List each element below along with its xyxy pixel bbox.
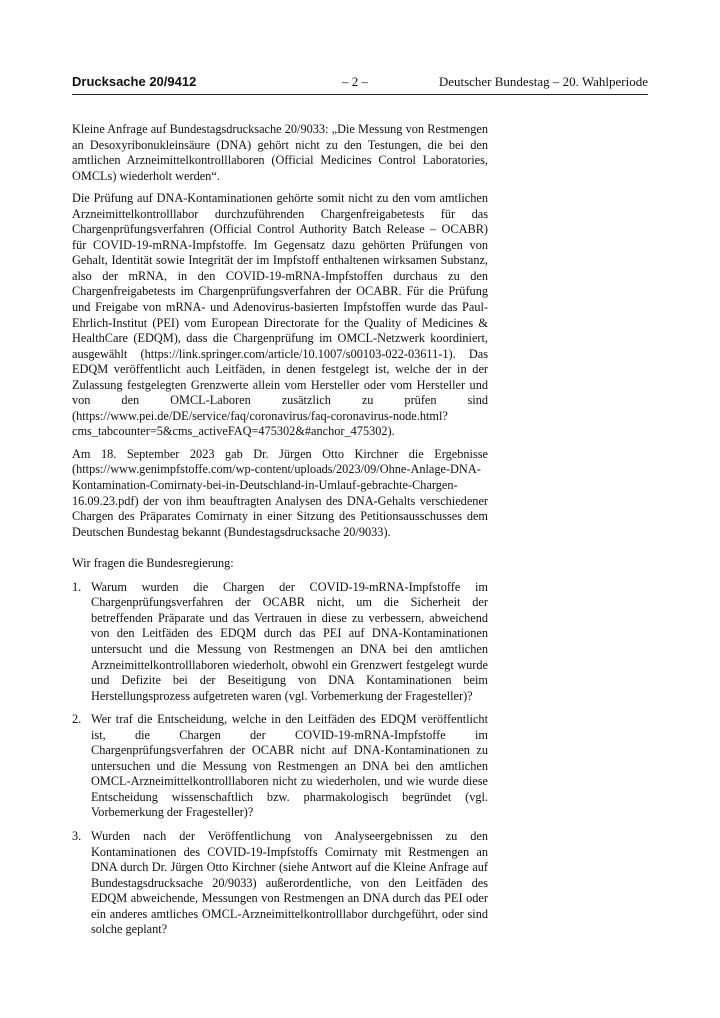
page-number: – 2 – [342,74,368,89]
question-list [72,580,488,938]
question-item [72,829,488,938]
question-number: 3. [72,828,82,843]
question-item [72,712,488,821]
page-header [72,74,648,95]
questions-intro: Wir fragen die Bundesregierung: [72,556,234,571]
document-id: Drucksache 20/9412 [72,74,197,89]
dna-testing-paragraph: Die Prüfung auf DNA-Kontaminationen gehörte somit nicht zu den vom amtlichen Arzneimittelkontrolllabor durchzuführenden Chargenfreigabetests für das Chargenprüfungsverfahren (Official Control Authority Batch Release – OCABR) für COVID-19-mRNA-Impfstoffe. Im Gegensatz dazu gehörten Prüfungen von Gehalt, Identität sowie Integrität der im Impfstoff enthaltenen wirksamen Substanz, also der mRNA, in den COVID-19-mRNA-Impfstoffen durchaus zu den Chargenfreigabetests im Chargenprüfungsverfahren der OCABR. Für die Prüfung und Freigabe von mRNA- und Adenovirus-basierten Impfstoffen wurde das Paul-Ehrlich-Institut (PEI) vom European Directorate for the Quality of Medicines & HealthCare (EDQM), dass die Chargenprüfung im OMCL-Netzwerk koordiniert, ausgewählt (https://link.springer.com/article/10.1007/s00103-022-03611-1). Das EDQM veröffentlicht auch Leitfäden, in denen festgelegt ist, welche der in der Zulassung festgelegten Grenzwerte allein vom Hersteller oder vom Hersteller und von den OMCL-Laboren zusätzlich zu prüfen sind (https://www.pei.de/DE/service/faq/coronavirus/faq-coronavirus-node.html?cms_tabcounter=5&cms_activeFAQ=475302&#anchor_475302). [72,191,488,439]
kirchner-results-paragraph: Am 18. September 2023 gab Dr. Jürgen Otto Kirchner die Ergebnisse (https://www.genimpfstoffe.com/wp-content/uploads/2023/09/Ohne-Anlage-DNA-Kontamination-Comirnaty-bei-in-Deutschland-in-Umlauf-gebrachte-Chargen-16.09.23.pdf) der von ihm beauftragten Analysen des DNA-Gehalts verschiedener Chargen des Präparates Comirnaty in einer Sitzung des Petitionsausschusses dem Deutschen Bundestag bekannt (Bundestagsdrucksache 20/9033). [72,446,488,539]
question-text: Wer traf die Entscheidung, welche in den Leitfäden des EDQM veröffentlicht ist, die Chargen der COVID-19-mRNA-Impfstoffe im Chargenprüfungsverfahren der OCABR nicht auf DNA-Kontaminationen zu untersuchen und die Messung von Restmengen an DNA bei den amtlichen OMCL-Arzneimittelkontrolllaboren nicht zu wiederholen, und wie wurde diese Entscheidung wissenschaftlich bzw. pharmakologisch begründet (vgl. Vorbemerkung der Fragesteller)? [91,712,488,820]
question-number: 1. [72,579,82,594]
question-item [72,580,488,704]
question-text: Wurden nach der Veröffentlichung von Analyseergebnissen zu den Kontaminationen des COVID-19-Impfstoffs Comirnaty mit Restmengen an DNA durch Dr. Jürgen Otto Kirchner (siehe Antwort auf die Kleine Anfrage auf Bundestagsdrucksache 20/9033) außerordentliche, von den Leitfäden des EDQM abweichende, Messungen von Restmengen an DNA durch das PEI oder ein anderes amtliches OMCL-Arzneimittelkontrolllabor durchgeführt, oder sind solche geplant? [91,828,488,937]
question-text: Warum wurden die Chargen der COVID-19-mRNA-Impfstoffe im Chargenprüfungsverfahren der OCABR nicht, um die Sicherheit der betreffenden Präparate und das Vertrauen in diese zu verbessern, abweichend von den Leitfäden des EDQM durch das PEI auf DNA-Kontaminationen untersucht und die Messung von Restmengen an DNA bei den amtlichen Arzneimittelkontrolllaboren wiederholt, obwohl ein Grenzwert festgelegt wurde und Defizite bei der Beseitigung von DNA Kontaminationen beim Herstellungsprozess aufgetreten waren (vgl. Vorbemerkung der Fragesteller)? [91,579,488,703]
intro-paragraph: Kleine Anfrage auf Bundestagsdrucksache 20/9033: „Die Messung von Restmengen an Desoxyribonukleinsäure (DNA) gehört nicht zu den Testungen, die bei den amtlichen Arzneimittelkontrolllaboren (Official Medicines Control Laboratories, OMCLs) wiederholt werden“. [72,122,488,183]
document-body [72,122,488,946]
parliament-period: Deutscher Bundestag – 20. Wahlperiode [438,74,648,89]
question-number: 2. [72,712,82,727]
